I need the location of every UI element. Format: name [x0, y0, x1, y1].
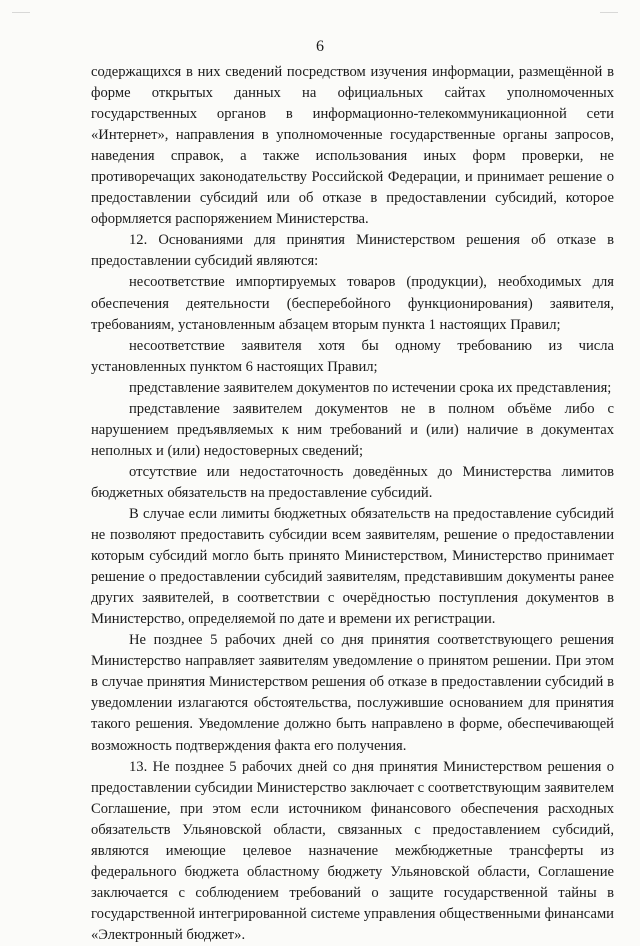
paragraph: 13. Не позднее 5 рабочих дней со дня принятия Министерством решения о предоставлении субсидии Министерство заключает с соответствующим заявителем Соглашение, при этом если источником финансового обеспечения расходных обязательств Ульяновской области, связанных с предоставлением субсидий, являются имеющие целевое назначение межбюджетные трансферты из федерального бюджета областному бюджету Ульяновской области, Соглашение заключается с соблюдением требований о защите государственной тайны в государственной интегрированной системе управления общественными финансами «Электронный бюджет». — [91, 758, 614, 943]
scan-artifact-right — [600, 12, 618, 13]
paragraph: несоответствие импортируемых товаров (продукции), необходимых для обеспечения деятельности (бесперебойного функционирования) заявителя, требованиям, установленным абзацем вторым пункта 1 настоящих Правил; — [91, 274, 614, 333]
paragraph: представление заявителем документов по истечении срока их представления; — [129, 379, 612, 396]
paragraph: несоответствие заявителя хотя бы одному требованию из числа установленных пунктом 6 настоящих Правил; — [91, 337, 614, 375]
paragraph: отсутствие или недостаточность доведённых до Министерства лимитов бюджетных обязательств на предоставление субсидий. — [91, 463, 614, 501]
paragraph: представление заявителем документов не в полном объёме либо с нарушением предъявляемых к ним требований и (или) наличие в документах неполных и (или) недостоверных сведений; — [91, 400, 614, 459]
paragraph: В случае если лимиты бюджетных обязательств на предоставление субсидий не позволяют предоставить субсидии всем заявителям, решение о предоставлении которым субсидий могло быть принято Министерством, Министерство принимает решение о предоставлении субсидий заявителям, представившим документы ранее других заявителей, в соответствии с очерёдностью поступления документов в Министерство, определяемой по дате и времени их регистрации. — [91, 505, 614, 628]
page-number: 6 — [316, 38, 324, 55]
scan-artifact-left — [12, 12, 30, 13]
paragraph: Не позднее 5 рабочих дней со дня принятия соответствующего решения Министерство направляет заявителям уведомление о принятом решении. При этом в случае принятия Министерством решения об отказе в предоставлении субсидий в уведомлении излагаются обстоятельства, послужившие основанием для принятия такого решения. Уведомление должно быть направлено в форме, обеспечивающей возможность подтверждения факта его получения. — [91, 632, 614, 754]
paragraph: содержащихся в них сведений посредством изучения информации, размещённой в форме открытых данных на официальных сайтах уполномоченных государственных органов в информационно-телекоммуникационной сети «Интернет», направления в уполномоченные государственные органы запросов, наведения справок, а также использования иных форм проверки, не противоречащих законодательству Российской Федерации, и принимает решение о предоставлении субсидий или об отказе в предоставлении субсидий, которое оформляется распоряжением Министерства. — [91, 64, 614, 228]
document-body — [91, 62, 614, 946]
paragraph: 12. Основаниями для принятия Министерством решения об отказе в предоставлении субсидий являются: — [91, 232, 614, 270]
